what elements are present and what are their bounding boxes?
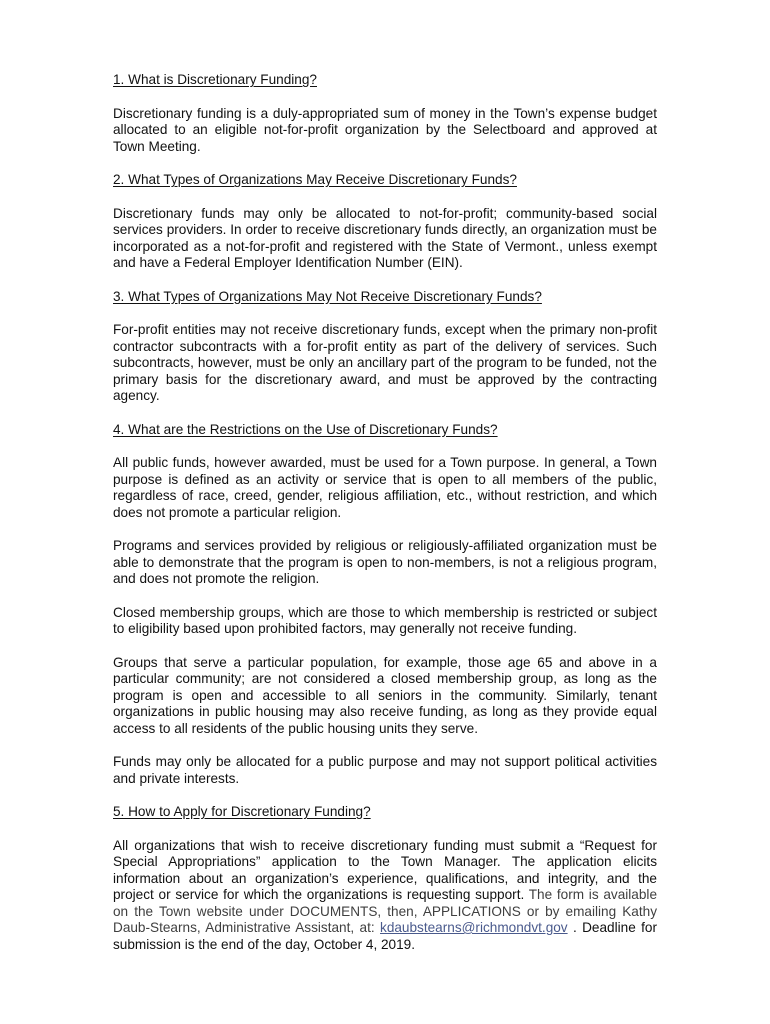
section-5-heading: 5. How to Apply for Discretionary Funding? bbox=[113, 804, 371, 819]
section-5-text-main: All organizations that wish to receive discretionary funding must submit a “Request for Special Appropriations” application to the Town Manager. The application elicits information about an organization’s experience, qualifications, and integrity, and the project or service for which the organizations is requesting support. bbox=[113, 837, 657, 902]
section-5-text-form: The form is available on the Town website under DOCUMENTS, then, APPLICATIONS or by emailing Kathy Daub-Stearns, Administrative Assistant, at: bbox=[113, 887, 658, 935]
section-1-paragraph: Discretionary funding is a duly-appropriated sum of money in the Town’s expense budget allocated to an eligible not-for-profit organization by the Selectboard and approved at Town Meeting. bbox=[113, 105, 657, 154]
section-5-paragraph bbox=[113, 838, 657, 954]
section-4-paragraph-1: All public funds, however awarded, must be used for a Town purpose. In general, a Town purpose is defined as an activity or service that is open to all members of the public, regardless of race, creed, gender, religious affiliation, etc., without restriction, and which does not promote a particular religion. bbox=[113, 455, 657, 520]
section-2-heading: 2. What Types of Organizations May Receive Discretionary Funds? bbox=[113, 172, 517, 187]
email-link[interactable]: kdaubstearns@richmondvt.gov bbox=[380, 920, 568, 935]
section-4-heading: 4. What are the Restrictions on the Use of Discretionary Funds? bbox=[113, 421, 498, 437]
section-4-paragraph-3: Closed membership groups, which are those to which membership is restricted or subject to eligibility based upon prohibited factors, may generally not receive funding. bbox=[113, 604, 657, 636]
section-5-text-deadline: . Deadline for submission is the end of the day, October 4, 2019. bbox=[113, 920, 657, 952]
section-1-heading: 1. What is Discretionary Funding? bbox=[113, 72, 317, 87]
section-4-paragraph-4: Groups that serve a particular population, for example, those age 65 and above in a particular community; are not considered a closed membership group, as long as the program is open and accessible to all seniors in the community. Similarly, tenant organizations in public housing may also receive funding, as long as they provide equal access to all residents of the public housing units they serve. bbox=[113, 654, 657, 736]
section-4-paragraph-2: Programs and services provided by religious or religiously-affiliated organization must be able to demonstrate that the program is open to non-members, is not a religious program, and does not promote the religion. bbox=[113, 538, 657, 586]
section-4-paragraph-5: Funds may only be allocated for a public purpose and may not support political activities and private interests. bbox=[113, 754, 657, 786]
section-2-paragraph: Discretionary funds may only be allocated to not-for-profit; community-based social services providers. In order to receive discretionary funds directly, an organization must be incorporated as a not-for-profit and registered with the State of Vermont., unless exempt and have a Federal Employer Identification Number (EIN). bbox=[113, 205, 657, 270]
section-3-paragraph: For-profit entities may not receive discretionary funds, except when the primary non-profit contractor subcontracts with a for-profit entity as part of the delivery of services. Such subcontracts, however, must be only an ancillary part of the program to be funded, not the primary basis for the discretionary award, and must be approved by the contracting agency. bbox=[113, 322, 657, 403]
section-3-heading: 3. What Types of Organizations May Not Receive Discretionary Funds? bbox=[113, 288, 542, 304]
